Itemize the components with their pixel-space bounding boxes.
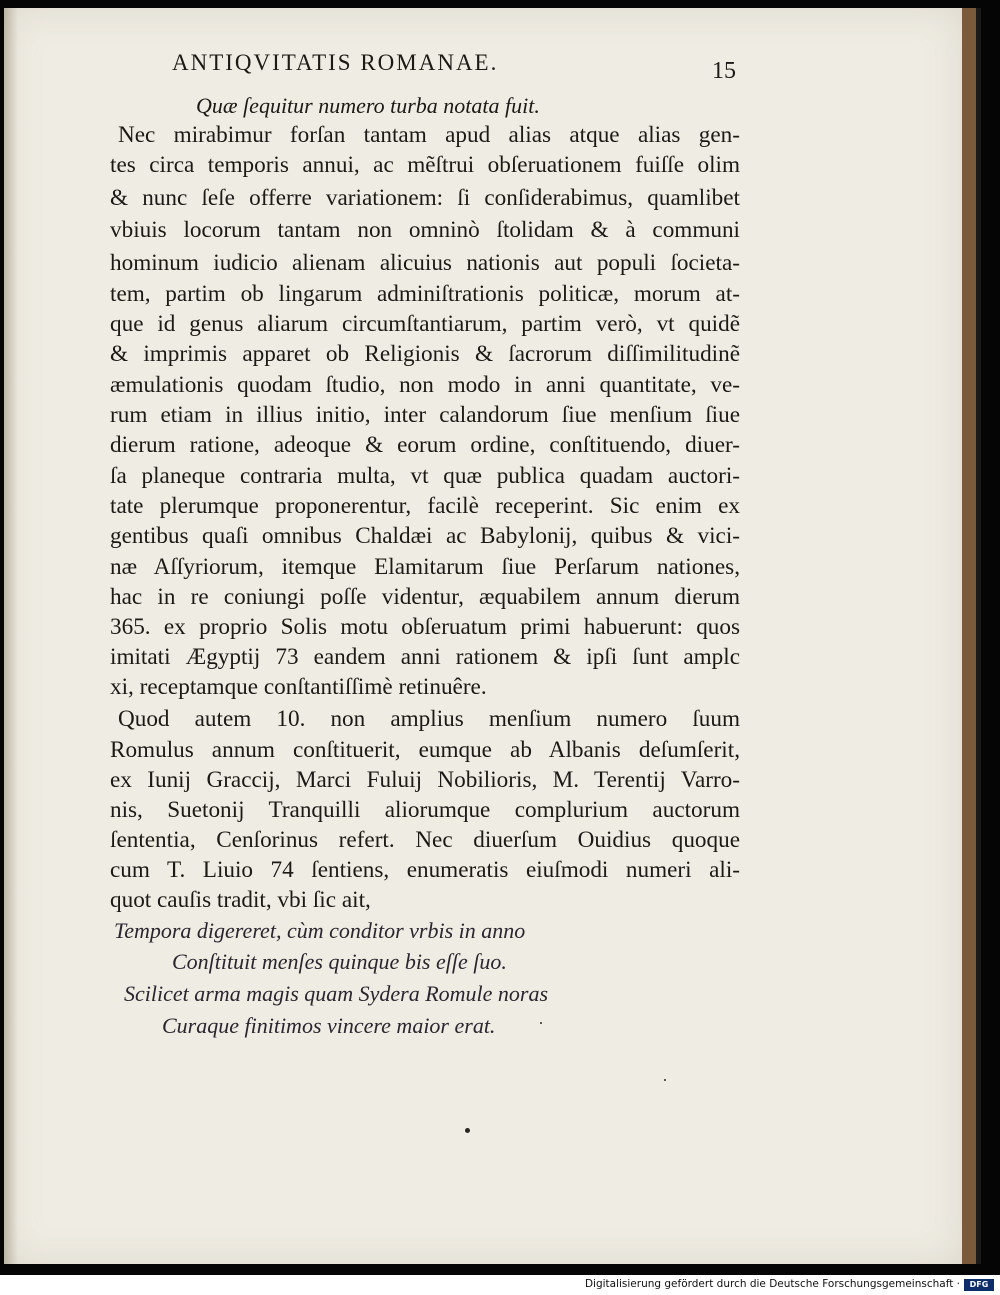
text-line: gentibus quaſi omnibus Chaldæi ac Babylonij, quibus & vici-: [110, 523, 740, 549]
text-line: Quod autem 10. non amplius menſium numero ſuum: [118, 706, 740, 732]
digitization-credit: Digitalisierung gefördert durch die Deutsche Forschungsgemeinschaft ·: [584, 1278, 960, 1290]
text-line: que id genus aliarum circumſtantiarum, partim verò, vt quidẽ: [110, 311, 740, 337]
text-line: rum etiam in illius initio, inter calandorum ſiue menſium ſiue: [110, 402, 740, 428]
verse-line: Scilicet arma magis quam Sydera Romule noras: [124, 981, 549, 1006]
text-line: dierum ratione, adeoque & eorum ordine, conſtituendo, diuer-: [110, 432, 740, 458]
text-line: æmulationis quodam ſtudio, non modo in anni quantitate, ve-: [110, 372, 740, 398]
text-line: tem, partim ob lingarum adminiſtrationis politicæ, morum at-: [110, 281, 740, 307]
text-line: vbiuis locorum tantam non omninò ſtolidam & à communi: [110, 217, 740, 243]
text-line: næ Aſſyriorum, itemque Elamitarum ſiue Perſarum nationes,: [110, 554, 740, 580]
page-number: 15: [712, 58, 736, 84]
text-line: & nunc ſeſe offerre variationem: ſi conſiderabimus, quamlibet: [110, 185, 740, 211]
text-line: hominum iudicio alienam alicuius nationis aut populi ſocieta-: [110, 250, 740, 276]
page-edge-shadow: [976, 8, 981, 1264]
verse-line: Conſtituit menſes quinque bis eſſe ſuo.: [172, 949, 507, 974]
text-line: Romulus annum conſtituerit, eumque ab Albanis deſumſerit,: [110, 737, 740, 763]
ink-speck: [465, 1128, 470, 1133]
text-line: Nec mirabimur forſan tantam apud alias atque alias gen-: [118, 122, 740, 148]
text-line: ſa planeque contraria multa, vt quæ publica quadam auctori-: [110, 463, 740, 489]
verse-carryover-line: Quæ ſequitur numero turba notata fuit.: [196, 93, 540, 118]
ink-speck: [664, 1079, 666, 1081]
text-line: xi, receptamque conſtantiſſimè retinuêre.: [110, 674, 487, 700]
text-line: 365. ex proprio Solis motu obſeruatum primi habuerunt: quos: [110, 614, 740, 640]
text-line: imitati Ægyptij 73 eandem anni rationem & ipſi ſunt amplc: [110, 644, 740, 670]
text-line: quot cauſis tradit, vbi ſic ait,: [110, 887, 371, 913]
verse-line: Curaque finitimos vincere maior erat.: [162, 1013, 496, 1038]
text-line: tes circa temporis annui, ac mẽſtrui obſeruationem fuiſſe olim: [110, 152, 740, 178]
text-line: cum T. Liuio 74 ſentiens, enumeratis eiuſmodi numeri ali-: [110, 857, 740, 883]
text-line: nis, Suetonij Tranquilli aliorumque complurium auctorum: [110, 797, 740, 823]
page-edge-strip: [962, 8, 976, 1264]
dfg-logo: DFG: [964, 1279, 994, 1291]
ink-speck: [540, 1022, 542, 1024]
verse-line: Tempora digereret, cùm conditor vrbis in anno: [114, 918, 526, 943]
text-line: hac in re coniungi poſſe videntur, æquabilem annum dierum: [110, 584, 740, 610]
text-line: ſententia, Cenſorinus refert. Nec diuerſum Ouidius quoque: [110, 827, 740, 853]
text-line: & imprimis apparet ob Religionis & ſacrorum diſſimilitudinẽ: [110, 341, 740, 367]
running-title: ANTIQVITATIS ROMANAE.: [172, 50, 499, 75]
text-line: ex Iunij Graccij, Marci Fuluij Nobilioris, M. Terentij Varro-: [110, 767, 740, 793]
text-line: tate plerumque proponerentur, facilè receperint. Sic enim ex: [110, 493, 740, 519]
